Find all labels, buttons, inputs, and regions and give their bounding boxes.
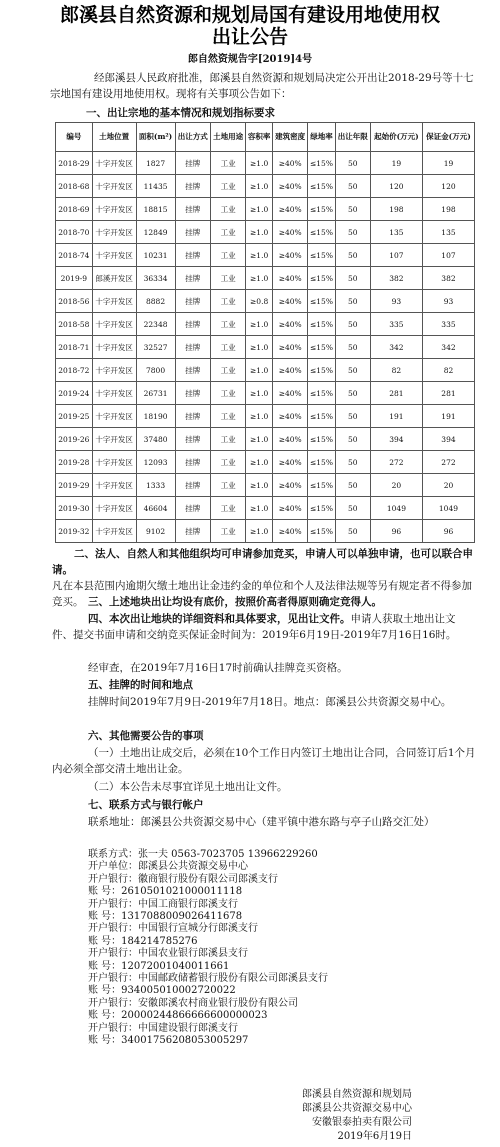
contact-line: 开户银行：中国农业银行郎溪县支行 [88,948,248,960]
table-cell: 十字开发区 [92,175,136,198]
table-cell: 93 [370,290,422,313]
table-cell: 工业 [210,497,245,520]
section-6-item-2: （二）本公告未尽事宜详见土地出让文件。 [88,781,288,793]
table-cell: 工业 [210,382,245,405]
table-cell: 挂牌 [175,313,210,336]
table-cell: 挂牌 [175,198,210,221]
table-cell: 335 [422,313,474,336]
table-cell: 18815 [136,198,175,221]
table-cell: 工业 [210,405,245,428]
table-row [56,198,475,221]
table-cell: 工业 [210,520,245,543]
table-cell: 50 [335,290,370,313]
table-cell: 82 [370,359,422,382]
table-cell: 19 [370,152,422,175]
table-cell: 工业 [210,290,245,313]
table-cell: 26731 [136,382,175,405]
table-cell: 1827 [136,152,175,175]
table-cell: 9102 [136,520,175,543]
table-cell: ≥40% [273,313,308,336]
table-cell: 工业 [210,428,245,451]
table-cell: 342 [370,336,422,359]
contact-line: 账 号：2610501021000011118 [88,886,243,898]
table-cell: 12849 [136,221,175,244]
table-cell: 挂牌 [175,336,210,359]
table-cell: 挂牌 [175,152,210,175]
table-cell: 335 [370,313,422,336]
section-6-item-1: （一）土地出让成交后，必须在10个工作日内签订土地出让合同，合同签订后1个月内必须全部交清土地出让金。 [52,747,476,775]
table-cell: 37480 [136,428,175,451]
table-cell: 382 [370,267,422,290]
table-cell: 32527 [136,336,175,359]
table-cell: ≥40% [273,474,308,497]
table-header-cell: 起始价(万元) [370,123,422,152]
table-cell: 50 [335,221,370,244]
table-cell: 2018-69 [56,198,93,221]
table-cell: 挂牌 [175,359,210,382]
table-header-cell: 出让年限 [335,123,370,152]
table-cell: 107 [422,244,474,267]
table-cell: 2019-26 [56,428,93,451]
table-cell: ≥40% [273,152,308,175]
table-cell: ≤15% [308,497,335,520]
table-row [56,152,475,175]
table-cell: ≤15% [308,428,335,451]
section-7-address: 联系地址：郎溪县公共资源交易中心（建平镇中港东路与亭子山路交汇处） [88,816,435,828]
table-cell: 50 [335,175,370,198]
table-body [56,152,475,543]
table-cell: ≥0.8 [246,290,273,313]
table-cell: 十字开发区 [92,497,136,520]
table-cell: 2019-28 [56,451,93,474]
table-cell: 挂牌 [175,428,210,451]
table-cell: 2019-30 [56,497,93,520]
table-cell: 10231 [136,244,175,267]
table-cell: 工业 [210,198,245,221]
table-cell: ≥1.0 [246,152,273,175]
table-cell: 工业 [210,152,245,175]
table-cell: ≥40% [273,451,308,474]
section-3: 三、上述地块出让均设有底价，按照价高者得原则确定竞得人。 [88,596,382,608]
table-cell: ≥1.0 [246,175,273,198]
table-cell: 2018-58 [56,313,93,336]
table-cell: 50 [335,451,370,474]
table-cell: 50 [335,244,370,267]
table-cell: ≤15% [308,175,335,198]
table-cell: ≥40% [273,198,308,221]
table-cell: 7800 [136,359,175,382]
table-cell: 2019-25 [56,405,93,428]
contact-line: 账 号：934005010002720022 [88,985,236,997]
table-cell: 十字开发区 [92,359,136,382]
table-cell: 挂牌 [175,474,210,497]
table-cell: ≤15% [308,405,335,428]
table-cell: 36334 [136,267,175,290]
table-row [56,428,475,451]
table-cell: 挂牌 [175,451,210,474]
table-cell: 198 [370,198,422,221]
table-cell: 工业 [210,474,245,497]
table-cell: 工业 [210,451,245,474]
table-header-cell: 保证金(万元) [422,123,474,152]
table-cell: ≥40% [273,405,308,428]
table-cell: 50 [335,405,370,428]
table-cell: 十字开发区 [92,198,136,221]
section-7-title: 七、联系方式与银行帐户 [88,799,204,811]
title-line-1: 郎溪县自然资源和规划局国有建设用地使用权 [59,4,440,26]
table-cell: 11435 [136,175,175,198]
table-row [56,336,475,359]
table-cell: 50 [335,359,370,382]
table-header-cell: 出让方式 [175,123,210,152]
land-parcel-table [55,122,475,543]
table-cell: 挂牌 [175,405,210,428]
table-cell: 20 [370,474,422,497]
table-row [56,290,475,313]
table-cell: ≥40% [273,382,308,405]
table-cell: ≤15% [308,336,335,359]
table-cell: 394 [422,428,474,451]
contact-line: 账 号：1317088009026411678 [88,911,243,922]
table-cell: 191 [422,405,474,428]
table-cell: 挂牌 [175,382,210,405]
table-cell: ≤15% [308,359,335,382]
table-cell: 十字开发区 [92,520,136,543]
table-cell: 96 [370,520,422,543]
table-cell: 107 [370,244,422,267]
table-cell: ≤15% [308,313,335,336]
table-header-cell: 建筑密度 [273,123,308,152]
table-cell: 2019-24 [56,382,93,405]
table-cell: 272 [422,451,474,474]
table-cell: 2019-32 [56,520,93,543]
table-cell: 93 [422,290,474,313]
table-cell: 十字开发区 [92,152,136,175]
section-6-title: 六、其他需要公告的事项 [88,730,204,742]
table-cell: 十字开发区 [92,244,136,267]
table-cell: ≤15% [308,221,335,244]
table-header-cell: 绿地率 [308,123,335,152]
table-row [56,221,475,244]
table-header-cell: 土地用途 [210,123,245,152]
table-cell: 工业 [210,221,245,244]
table-cell: 十字开发区 [92,290,136,313]
table-cell: 50 [335,336,370,359]
table-cell: 50 [335,497,370,520]
table-cell: 394 [370,428,422,451]
table-cell: ≤15% [308,474,335,497]
section-5-title: 五、挂牌的时间和地点 [88,679,193,691]
table-cell: 挂牌 [175,175,210,198]
section-1-title: 一、出让宗地的基本情况和规划指标要求 [86,107,275,119]
table-cell: ≥1.0 [246,313,273,336]
table-cell: 50 [335,313,370,336]
table-cell: ≥1.0 [246,267,273,290]
contact-line: 账 号：184214785276 [88,935,198,947]
title-line-2: 出让公告 [211,26,288,48]
table-cell: ≥40% [273,244,308,267]
table-cell: ≤15% [308,198,335,221]
table-cell: 8882 [136,290,175,313]
table-cell: ≤15% [308,382,335,405]
table-cell: 281 [422,382,474,405]
table-cell: 272 [370,451,422,474]
contact-line: 开户银行：安徽郎溪农村商业银行股份有限公司 [88,997,298,1009]
table-cell: 50 [335,474,370,497]
section-4-bold: 四、本次出让地块的详细资料和具体要求，见出让文件。 [88,613,351,625]
table-cell: ≤15% [308,520,335,543]
table-cell: 135 [370,221,422,244]
table-header-cell: 面积(m²) [136,123,175,152]
contact-line: 联系方式：张一夫 0563-7023705 13966229260 [88,849,318,860]
contact-line: 开户银行：中国邮政储蓄银行股份有限公司郎溪县支行 [88,973,328,984]
table-cell: 46604 [136,497,175,520]
section-4-review: 经审查，在2019年7月16日17时前确认挂牌竞买资格。 [88,662,348,674]
table-cell: 50 [335,198,370,221]
table-cell: ≤15% [308,152,335,175]
table-cell: 135 [422,221,474,244]
table-cell: ≥1.0 [246,359,273,382]
table-header-cell: 编号 [56,123,93,152]
contact-line: 开户单位：郎溪县公共资源交易中心 [88,861,248,873]
table-cell: 挂牌 [175,497,210,520]
table-header-cell: 容积率 [246,123,273,152]
table-cell: 2018-70 [56,221,93,244]
table-cell: ≤15% [308,267,335,290]
table-cell: 1333 [136,474,175,497]
table-cell: 1049 [370,497,422,520]
table-cell: ≥1.0 [246,474,273,497]
table-cell: 50 [335,520,370,543]
table-cell: ≥40% [273,497,308,520]
table-cell: ≤15% [308,244,335,267]
table-cell: 十字开发区 [92,336,136,359]
table-cell: 挂牌 [175,520,210,543]
contact-line: 账 号：20000244866666600000023 [88,1010,268,1022]
table-cell: ≥1.0 [246,244,273,267]
table-row [56,244,475,267]
contact-line: 开户银行：中国工商银行郎溪支行 [88,898,238,910]
table-cell: 十字开发区 [92,313,136,336]
table-cell: 50 [335,382,370,405]
table-cell: 工业 [210,267,245,290]
table-cell: ≥40% [273,336,308,359]
sign-date: 2019年6月19日 [337,1131,412,1142]
table-cell: 工业 [210,175,245,198]
table-cell: ≥1.0 [246,198,273,221]
table-header-cell: 土地位置 [92,123,136,152]
table-row [56,451,475,474]
table-cell: ≥40% [273,428,308,451]
table-cell: ≥1.0 [246,336,273,359]
table-cell: 382 [422,267,474,290]
section-5-text: 挂牌时间2019年7月9日-2019年7月18日。地点：郎溪县公共资源交易中心。 [88,696,452,708]
document-number: 郎自然资规告字[2019]4号 [187,54,313,65]
table-cell: 120 [370,175,422,198]
table-cell: 50 [335,152,370,175]
table-cell: ≥40% [273,175,308,198]
table-cell: 2018-72 [56,359,93,382]
intro-paragraph: 经郎溪县人民政府批准，郎溪县自然资源和规划局决定公开出让2018-29号等十七宗地国有建设用地使用权。现将有关事项公告如下： [50,72,474,100]
table-cell: 2019-9 [56,267,93,290]
table-header-row [56,123,475,152]
table-cell: ≥40% [273,359,308,382]
signature-block [302,1088,412,1144]
table-cell: 2018-29 [56,152,93,175]
table-cell: 281 [370,382,422,405]
table-cell: 50 [335,428,370,451]
table-row [56,474,475,497]
table-row [56,175,475,198]
table-cell: 十字开发区 [92,405,136,428]
signer-1: 郎溪县自然资源和规划局 [302,1089,412,1100]
table-row [56,267,475,290]
table-cell: 工业 [210,336,245,359]
table-cell: 挂牌 [175,221,210,244]
table-cell: 挂牌 [175,290,210,313]
table-cell: ≥40% [273,290,308,313]
table-cell: 22348 [136,313,175,336]
table-row [56,497,475,520]
table-cell: ≥1.0 [246,451,273,474]
section-4 [52,611,476,643]
table-cell: ≥40% [273,520,308,543]
table-row [56,382,475,405]
table-cell: 120 [422,175,474,198]
table-row [56,520,475,543]
contact-line: 账 号：34001756208053005297 [88,1035,249,1046]
contact-line: 开户银行：徽商银行股份有限公司郎溪支行 [88,873,278,885]
table-cell: 2018-74 [56,244,93,267]
table-cell: 2018-71 [56,336,93,359]
table-cell: ≥1.0 [246,405,273,428]
table-cell: ≥1.0 [246,520,273,543]
table-cell: ≥1.0 [246,382,273,405]
table-cell: 191 [370,405,422,428]
table-cell: ≤15% [308,290,335,313]
table-cell: 郎溪开发区 [92,267,136,290]
table-cell: 挂牌 [175,244,210,267]
table-cell: ≥1.0 [246,428,273,451]
section-4-rest: 申请人获取土地出让文件、提交书面申请和交纳竞买保证金时间为：2019年6月19日-2019年7月16日16时。 [52,613,457,641]
table-cell: 十字开发区 [92,382,136,405]
table-cell: 工业 [210,313,245,336]
signer-3: 安徽银泰拍卖有限公司 [312,1117,412,1128]
table-cell: 十字开发区 [92,428,136,451]
contact-line: 开户银行：中国建设银行郎溪支行 [88,1022,238,1034]
table-cell: 工业 [210,244,245,267]
table-cell: ≥1.0 [246,497,273,520]
table-cell: 198 [422,198,474,221]
section-2-rest: 凡在本县范围内逾期欠缴土地出让金违约金的单位和个人及法律法规等另有规定者不得参加竞买。 [52,580,472,608]
table-cell: 十字开发区 [92,221,136,244]
table-row [56,405,475,428]
section-2-bold: 二、法人、自然人和其他组织均可申请参加竞买，申请人可以单独申请，也可以联合申请。 [52,548,473,576]
table-cell: 19 [422,152,474,175]
table-cell: 工业 [210,359,245,382]
table-cell: 1049 [422,497,474,520]
table-cell: ≥1.0 [246,221,273,244]
contact-line: 开户银行：中国银行宣城分行郎溪支行 [88,923,258,935]
table-cell: ≥40% [273,221,308,244]
table-cell: 12093 [136,451,175,474]
table-cell: 20 [422,474,474,497]
table-cell: ≤15% [308,451,335,474]
contact-line: 账 号：12072001040011661 [88,960,230,972]
table-cell: 342 [422,336,474,359]
table-cell: 挂牌 [175,267,210,290]
table-cell: 2018-68 [56,175,93,198]
table-row [56,359,475,382]
table-cell: 82 [422,359,474,382]
table-cell: 2018-56 [56,290,93,313]
table-cell: 50 [335,267,370,290]
table-row [56,313,475,336]
table-cell: ≥40% [273,267,308,290]
table-cell: 十字开发区 [92,474,136,497]
table-cell: 96 [422,520,474,543]
table-cell: 18190 [136,405,175,428]
table-cell: 2019-29 [56,474,93,497]
signer-2: 郎溪县公共资源交易中心 [302,1103,412,1114]
table-cell: 十字开发区 [92,451,136,474]
